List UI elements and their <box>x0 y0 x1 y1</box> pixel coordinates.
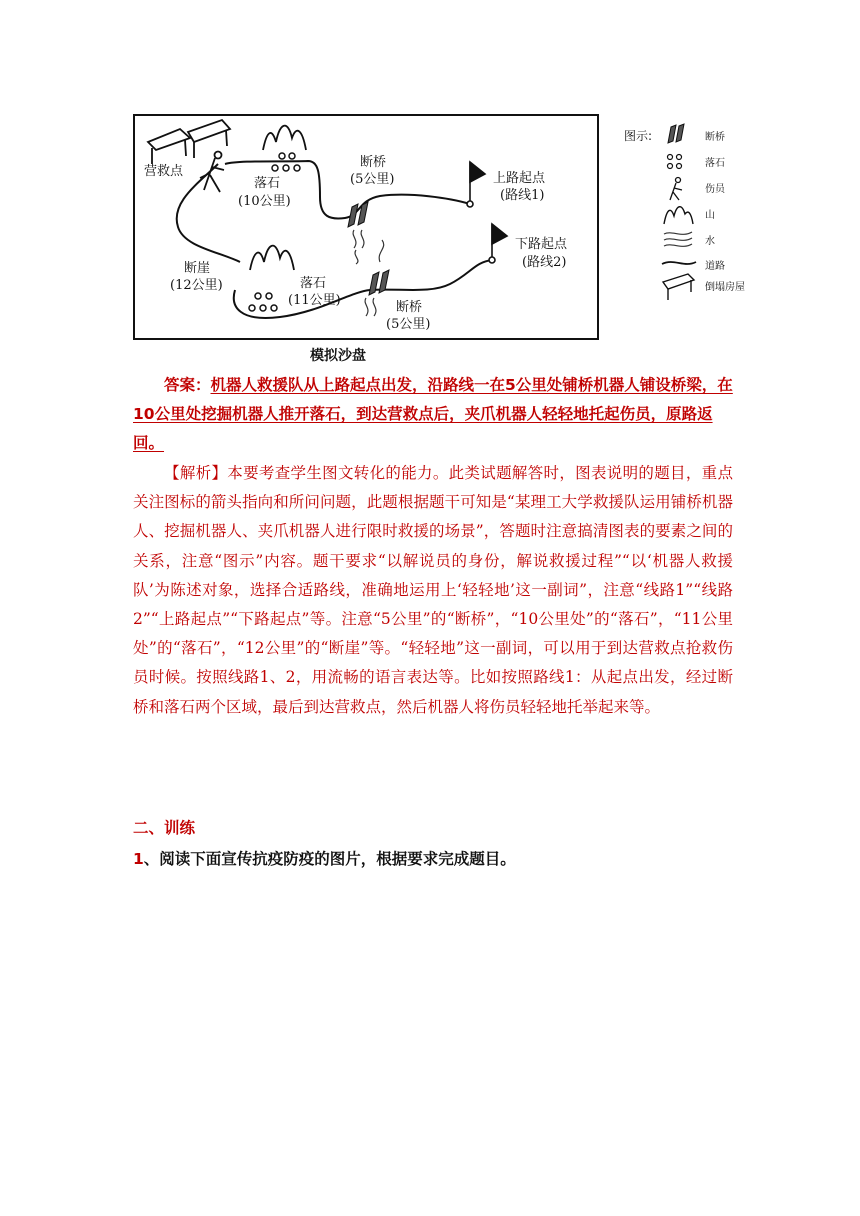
sandbox-map <box>130 112 750 364</box>
label-bridge1-dist: (5公里) <box>350 172 395 187</box>
analysis-paragraph: 【解析】本要考查学生图文转化的能力。此类试题解答时，图表说明的题目，重点关注图标的箭头指向和所问问题，此题根据题干可知是“某理工大学救援队运用铺桥机器人、挖掘机器人、夹爪机器人进行限时救援的场景”，答题时注意搞清图表的要素之间的关系，注意“图示”内容。题干要求“以解说员的身份，解说救援过程”“以‘机器人救援队’为陈述对象，选择合适路线，准确地运用上‘轻轻地’这一副词”，注意“线路1”“线路2”“上路起点”“下路起点”等。注意“5公里”的“断桥”，“10公里处”的“落石”，“11公里处”的“落石”，“12公里”的“断崖”等。“轻轻地”这一副词，可以用于到达营救点抢救伤员时候。按照线路1、2，用流畅的语言表达等。比如按照路线1：从起点出发，经过断桥和落石两个区域，最后到达营救点，然后机器人将伤员轻轻地托举起来等。 <box>133 464 733 716</box>
legend <box>624 124 745 300</box>
legend-broken-bridge-icon <box>668 124 684 143</box>
label-camp: 营救点 <box>144 164 184 179</box>
label-rock2-dist: (11公里) <box>288 293 341 308</box>
wounded-person-icon <box>200 152 224 193</box>
label-bridge2-dist: (5公里) <box>386 317 431 332</box>
legend-label-falling-rock: 落石 <box>705 158 725 169</box>
answer-paragraph <box>133 371 733 458</box>
legend-label-road: 道路 <box>705 261 725 272</box>
label-bridge1-name: 断桥 <box>360 155 387 170</box>
answer-prefix: 答案： <box>164 376 211 394</box>
label-bridge2-name: 断桥 <box>396 300 423 315</box>
legend-label-water: 水 <box>705 236 715 247</box>
label-start-up-route: (路线1) <box>500 188 545 203</box>
label-rock1-name: 落石 <box>254 176 281 191</box>
collapsed-house-icon <box>148 120 230 164</box>
label-rock1-dist: (10公里) <box>238 194 291 209</box>
legend-falling-rock-icon <box>668 155 682 169</box>
legend-label-collapsed-house: 倒塌房屋 <box>705 282 745 293</box>
sandbox-figure <box>130 112 750 364</box>
question-text: 、阅读下面宣传抗疫防疫的图片，根据要求完成题目。 <box>143 850 516 868</box>
label-cliff-dist: (12公里) <box>170 278 223 293</box>
question-1 <box>133 847 516 869</box>
label-start-down-name: 下路起点 <box>515 237 568 252</box>
legend-road-icon <box>662 262 696 264</box>
legend-wounded-person-icon <box>670 178 682 201</box>
question-number: 1 <box>133 850 144 868</box>
legend-label-broken-bridge: 断桥 <box>705 132 725 143</box>
label-cliff-name: 断崖 <box>184 261 211 276</box>
label-rock2-name: 落石 <box>300 276 327 291</box>
answer-text: 机器人救援队从上路起点出发，沿路线一在5公里处铺桥机器人铺设桥梁，在10公里处挖掘机器人推开落石，到达营救点后，夹爪机器人轻轻地托起伤员，原路返回。 <box>133 376 733 452</box>
label-start-up-name: 上路起点 <box>493 171 546 186</box>
section-heading: 二、训练 <box>133 819 196 837</box>
legend-title: 图示: <box>624 129 653 143</box>
legend-collapsed-house-icon <box>663 274 694 300</box>
legend-label-mountain: 山 <box>705 210 715 221</box>
legend-label-wounded: 伤员 <box>705 184 725 195</box>
legend-mountain-icon <box>664 207 693 224</box>
figure-caption: 模拟沙盘 <box>310 348 366 364</box>
label-start-down-route: (路线2) <box>522 255 567 270</box>
legend-water-icon <box>664 232 692 246</box>
